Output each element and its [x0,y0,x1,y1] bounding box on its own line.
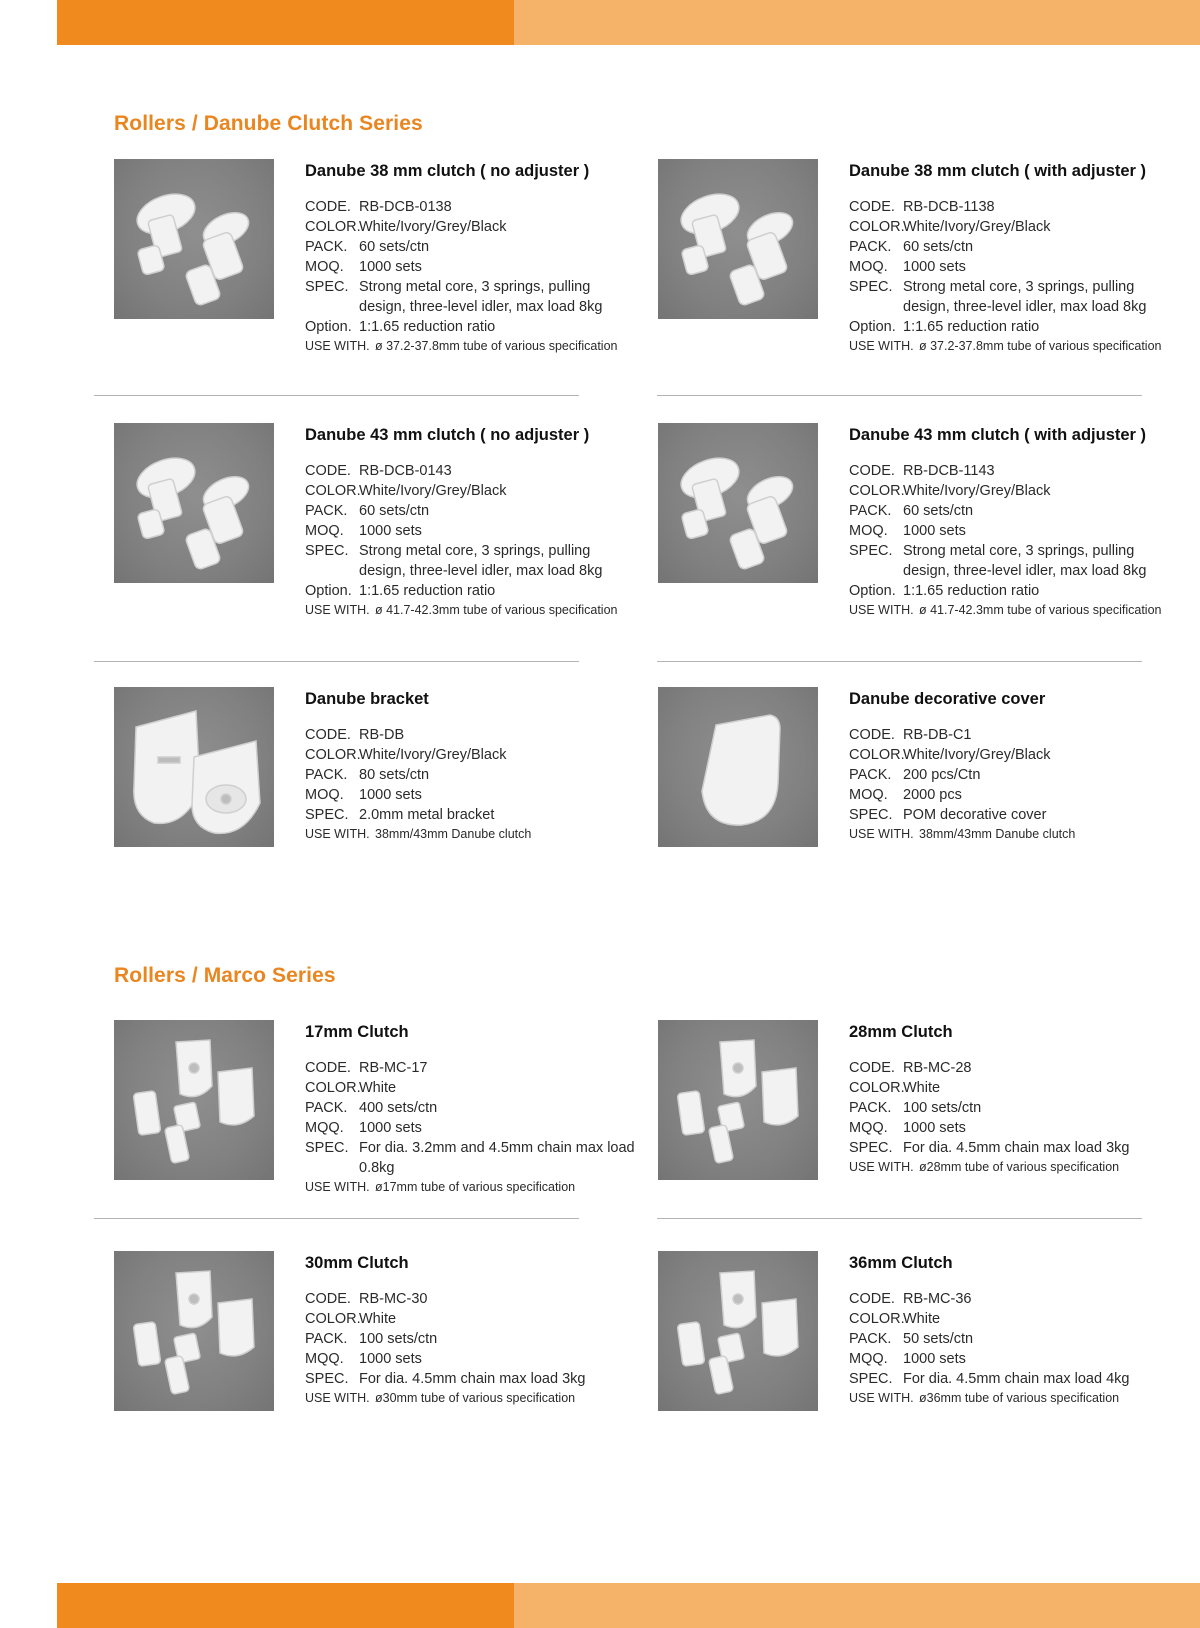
product-photo [114,159,274,319]
spec-row [305,765,635,785]
product-info [849,1251,1179,1407]
spec-label: COLOR. [305,1311,361,1327]
spec-label: COLOR. [849,747,905,763]
spec-value: White/Ivory/Grey/Black [903,747,1051,763]
spec-row [849,1138,1179,1158]
spec-value: RB-DCB-0143 [359,463,452,479]
spec-value: White [903,1311,941,1327]
spec-label: Option. [849,583,896,599]
spec-label: Option. [305,583,352,599]
use-with [849,1159,1179,1176]
product-photo [658,423,818,583]
use-with-value: ø30mm tube of various specification [375,1391,576,1405]
use-with [305,1390,635,1407]
spec-label: COLOR. [305,1080,361,1096]
spec-label: CODE. [305,1060,351,1076]
spec-row [305,805,635,825]
use-with [849,1390,1179,1407]
spec-label: PACK. [305,503,348,519]
product-name: Danube 43 mm clutch ( no adjuster ) [305,426,590,444]
spec-value: 1000 sets [359,1351,422,1367]
product-photo [658,687,818,847]
spec-row [849,541,1179,581]
footer-band-dark [57,1583,514,1628]
spec-value: 100 sets/ctn [359,1331,438,1347]
spec-value: RB-DCB-1143 [903,463,995,479]
spec-label: SPEC. [849,1371,893,1387]
use-with [305,1179,635,1196]
product-name: Danube 43 mm clutch ( with adjuster ) [849,426,1147,444]
spec-value: 100 sets/ctn [903,1100,982,1116]
use-with [849,338,1179,355]
spec-row [849,1098,1179,1118]
spec-row [849,1329,1179,1349]
footer-band-light [514,1583,1200,1628]
use-with-value: ø 41.7-42.3mm tube of various specification [919,603,1162,617]
spec-value: 1:1.65 reduction ratio [903,319,1040,335]
clutch-kit-icon [114,1251,274,1411]
spec-row [849,765,1179,785]
spec-value: 60 sets/ctn [359,239,430,255]
spec-row [305,1138,635,1178]
spec-row [305,1078,635,1098]
spec-label: SPEC. [305,807,349,823]
spec-label: COLOR. [305,219,361,235]
spec-value: For dia. 4.5mm chain max load 3kg [359,1371,586,1387]
spec-label: PACK. [849,1331,892,1347]
product-info [849,159,1179,355]
spec-label: MQQ. [305,1351,344,1367]
product-card [658,423,1178,663]
spec-value: RB-DB-C1 [903,727,972,743]
use-with-value: ø 37.2-37.8mm tube of various specification [375,339,618,353]
spec-row [305,1349,635,1369]
spec-row [305,277,635,317]
spec-label: COLOR. [849,1311,905,1327]
spec-value: White [359,1080,397,1096]
spec-value: 1000 sets [359,787,422,803]
spec-row [849,481,1179,501]
use-with-value: 38mm/43mm Danube clutch [375,827,532,841]
product-name: 30mm Clutch [305,1254,409,1272]
spec-row [305,217,635,237]
product-info [849,1020,1179,1176]
header-band-light [514,0,1200,45]
spec-row [849,581,1179,601]
spec-row [305,1369,635,1389]
spec-label: PACK. [849,767,892,783]
spec-label: PACK. [305,767,348,783]
spec-row [849,785,1179,805]
product-specs [849,1289,1179,1389]
spec-value: White/Ivory/Grey/Black [903,483,1051,499]
spec-label: CODE. [849,1291,895,1307]
spec-label: SPEC. [849,279,893,295]
use-with [849,826,1179,843]
product-info [305,423,635,619]
spec-label: CODE. [849,1060,895,1076]
spec-label: CODE. [849,199,895,215]
spec-value: 60 sets/ctn [903,239,974,255]
product-card [658,687,1178,927]
spec-value: White [903,1080,941,1096]
spec-value: RB-MC-28 [903,1060,972,1076]
product-specs [305,1289,635,1389]
product-card [114,159,634,399]
use-with-value: ø 37.2-37.8mm tube of various specification [919,339,1162,353]
spec-label: PACK. [849,1100,892,1116]
spec-row [849,745,1179,765]
bracket-pair-icon [114,687,274,847]
product-card [658,159,1178,399]
use-with-label: USE WITH. [305,1391,370,1405]
spec-row [305,197,635,217]
spec-value: Strong metal core, 3 springs, pulling design, three-level idler, max load 8kg [359,543,603,579]
spec-label: MOQ. [305,787,344,803]
spec-label: MOQ. [849,787,888,803]
spec-value: Strong metal core, 3 springs, pulling design, three-level idler, max load 8kg [359,279,603,315]
spec-value: Strong metal core, 3 springs, pulling design, three-level idler, max load 8kg [903,279,1147,315]
use-with-value: ø17mm tube of various specification [375,1180,576,1194]
spec-label: MOQ. [849,259,888,275]
spec-value: White/Ivory/Grey/Black [359,483,507,499]
spec-value: RB-MC-36 [903,1291,972,1307]
spec-label: PACK. [305,1100,348,1116]
spec-label: PACK. [849,239,892,255]
spec-value: White/Ivory/Grey/Black [359,747,507,763]
use-with-label: USE WITH. [849,603,914,617]
spec-value: 2000 pcs [903,787,962,803]
spec-row [305,1098,635,1118]
product-name: 36mm Clutch [849,1254,953,1272]
header-band-dark [57,0,514,45]
spec-row [849,1369,1179,1389]
product-photo [658,1251,818,1411]
spec-value: White/Ivory/Grey/Black [903,219,1051,235]
divider [94,1218,579,1219]
spec-label: COLOR. [849,483,905,499]
spec-value: 1000 sets [903,259,966,275]
spec-label: MQQ. [849,1120,888,1136]
use-with [305,602,635,619]
product-photo [658,159,818,319]
spec-row [849,217,1179,237]
spec-label: CODE. [849,463,895,479]
divider [94,395,579,396]
product-card [658,1251,1178,1491]
spec-row [305,461,635,481]
spec-value: 60 sets/ctn [359,503,430,519]
spec-value: For dia. 4.5mm chain max load 3kg [903,1140,1130,1156]
spec-label: CODE. [305,463,351,479]
clutch-pair-icon [658,159,818,319]
spec-row [849,1289,1179,1309]
product-info [849,423,1179,619]
spec-row [849,805,1179,825]
product-specs [849,197,1179,337]
product-specs [305,461,635,601]
spec-label: COLOR. [305,747,361,763]
product-card [114,1251,634,1491]
spec-row [849,1309,1179,1329]
spec-row [305,785,635,805]
spec-label: SPEC. [849,807,893,823]
clutch-kit-icon [658,1251,818,1411]
spec-value: 1:1.65 reduction ratio [359,319,496,335]
clutch-pair-icon [114,423,274,583]
product-photo [114,423,274,583]
spec-row [305,237,635,257]
product-name: Danube decorative cover [849,690,1046,708]
spec-label: COLOR. [849,219,905,235]
clutch-pair-icon [114,159,274,319]
spec-label: MOQ. [849,523,888,539]
spec-value: 1:1.65 reduction ratio [359,583,496,599]
spec-value: 60 sets/ctn [903,503,974,519]
spec-label: SPEC. [849,1140,893,1156]
use-with-value: ø 41.7-42.3mm tube of various specification [375,603,618,617]
product-card [114,423,634,663]
spec-value: RB-DB [359,727,405,743]
spec-row [849,1349,1179,1369]
product-info [305,159,635,355]
spec-label: MQQ. [849,1351,888,1367]
spec-label: Option. [849,319,896,335]
spec-row [305,501,635,521]
spec-row [849,257,1179,277]
spec-value: 2.0mm metal bracket [359,807,495,823]
product-name: 17mm Clutch [305,1023,409,1041]
spec-value: 1000 sets [903,523,966,539]
spec-value: 400 sets/ctn [359,1100,438,1116]
divider [657,1218,1142,1219]
spec-value: 1000 sets [903,1120,966,1136]
spec-value: 1000 sets [359,523,422,539]
spec-row [305,317,635,337]
use-with-label: USE WITH. [305,603,370,617]
spec-value: POM decorative cover [903,807,1047,823]
spec-value: RB-MC-30 [359,1291,428,1307]
spec-label: CODE. [305,727,351,743]
spec-row [305,1118,635,1138]
spec-label: SPEC. [305,279,349,295]
product-specs [849,725,1179,825]
product-photo [114,1251,274,1411]
spec-label: CODE. [849,727,895,743]
spec-value: 80 sets/ctn [359,767,430,783]
spec-value: 50 sets/ctn [903,1331,974,1347]
spec-label: SPEC. [305,1140,349,1156]
spec-row [305,725,635,745]
product-card [658,1020,1178,1260]
product-photo [114,687,274,847]
use-with-label: USE WITH. [849,1160,914,1174]
product-info [305,1020,635,1196]
use-with-label: USE WITH. [305,1180,370,1194]
spec-value: RB-MC-17 [359,1060,428,1076]
spec-value: RB-DCB-0138 [359,199,452,215]
spec-row [849,237,1179,257]
spec-label: PACK. [305,239,348,255]
spec-value: RB-DCB-1138 [903,199,995,215]
section-title-danube: Rollers / Danube Clutch Series [114,112,423,135]
product-name: Danube 38 mm clutch ( with adjuster ) [849,162,1147,180]
clutch-pair-icon [658,423,818,583]
spec-value: For dia. 3.2mm and 4.5mm chain max load 0.8kg [359,1140,635,1176]
use-with [849,602,1179,619]
spec-row [849,197,1179,217]
product-name: Danube bracket [305,690,429,708]
spec-value: 1000 sets [359,259,422,275]
spec-label: PACK. [305,1331,348,1347]
spec-label: MQQ. [305,1120,344,1136]
use-with [305,338,635,355]
spec-label: PACK. [849,503,892,519]
spec-row [849,501,1179,521]
spec-row [305,1058,635,1078]
spec-row [305,541,635,581]
spec-value: 200 pcs/Ctn [903,767,981,783]
spec-label: MOQ. [305,259,344,275]
decorative-cover-icon [658,687,818,847]
divider [657,395,1142,396]
spec-label: CODE. [305,1291,351,1307]
product-photo [658,1020,818,1180]
spec-value: 1000 sets [359,1120,422,1136]
section-title-marco: Rollers / Marco Series [114,964,336,987]
spec-row [305,1309,635,1329]
product-specs [849,461,1179,601]
spec-value: White/Ivory/Grey/Black [359,219,507,235]
spec-value: 1000 sets [903,1351,966,1367]
product-specs [849,1058,1179,1158]
spec-label: MOQ. [305,523,344,539]
product-info [849,687,1179,843]
spec-label: COLOR. [305,483,361,499]
spec-row [849,461,1179,481]
use-with-label: USE WITH. [849,827,914,841]
spec-row [305,521,635,541]
spec-label: Option. [305,319,352,335]
spec-row [849,317,1179,337]
spec-row [305,1329,635,1349]
use-with-value: ø36mm tube of various specification [919,1391,1120,1405]
product-info [305,687,635,843]
spec-row [849,521,1179,541]
spec-row [849,277,1179,317]
clutch-kit-icon [114,1020,274,1180]
product-name: 28mm Clutch [849,1023,953,1041]
product-card [114,1020,634,1260]
product-info [305,1251,635,1407]
spec-value: 1:1.65 reduction ratio [903,583,1040,599]
use-with-label: USE WITH. [849,339,914,353]
product-card [114,687,634,927]
spec-row [849,1058,1179,1078]
spec-row [849,1118,1179,1138]
spec-row [849,725,1179,745]
product-name: Danube 38 mm clutch ( no adjuster ) [305,162,590,180]
use-with-label: USE WITH. [305,339,370,353]
divider [657,661,1142,662]
spec-value: For dia. 4.5mm chain max load 4kg [903,1371,1130,1387]
use-with-label: USE WITH. [849,1391,914,1405]
product-specs [305,725,635,825]
use-with [305,826,635,843]
use-with-value: 38mm/43mm Danube clutch [919,827,1076,841]
footer-band [57,1583,1200,1628]
product-photo [114,1020,274,1180]
use-with-label: USE WITH. [305,827,370,841]
clutch-kit-icon [658,1020,818,1180]
spec-row [305,481,635,501]
spec-row [849,1078,1179,1098]
spec-label: SPEC. [305,1371,349,1387]
spec-label: CODE. [305,199,351,215]
spec-row [305,745,635,765]
use-with-value: ø28mm tube of various specification [919,1160,1120,1174]
divider [94,661,579,662]
header-band [57,0,1200,45]
spec-row [305,257,635,277]
product-specs [305,197,635,337]
spec-row [305,581,635,601]
spec-label: SPEC. [849,543,893,559]
spec-row [305,1289,635,1309]
spec-value: Strong metal core, 3 springs, pulling design, three-level idler, max load 8kg [903,543,1147,579]
product-specs [305,1058,635,1178]
spec-label: SPEC. [305,543,349,559]
spec-label: COLOR. [849,1080,905,1096]
spec-value: White [359,1311,397,1327]
